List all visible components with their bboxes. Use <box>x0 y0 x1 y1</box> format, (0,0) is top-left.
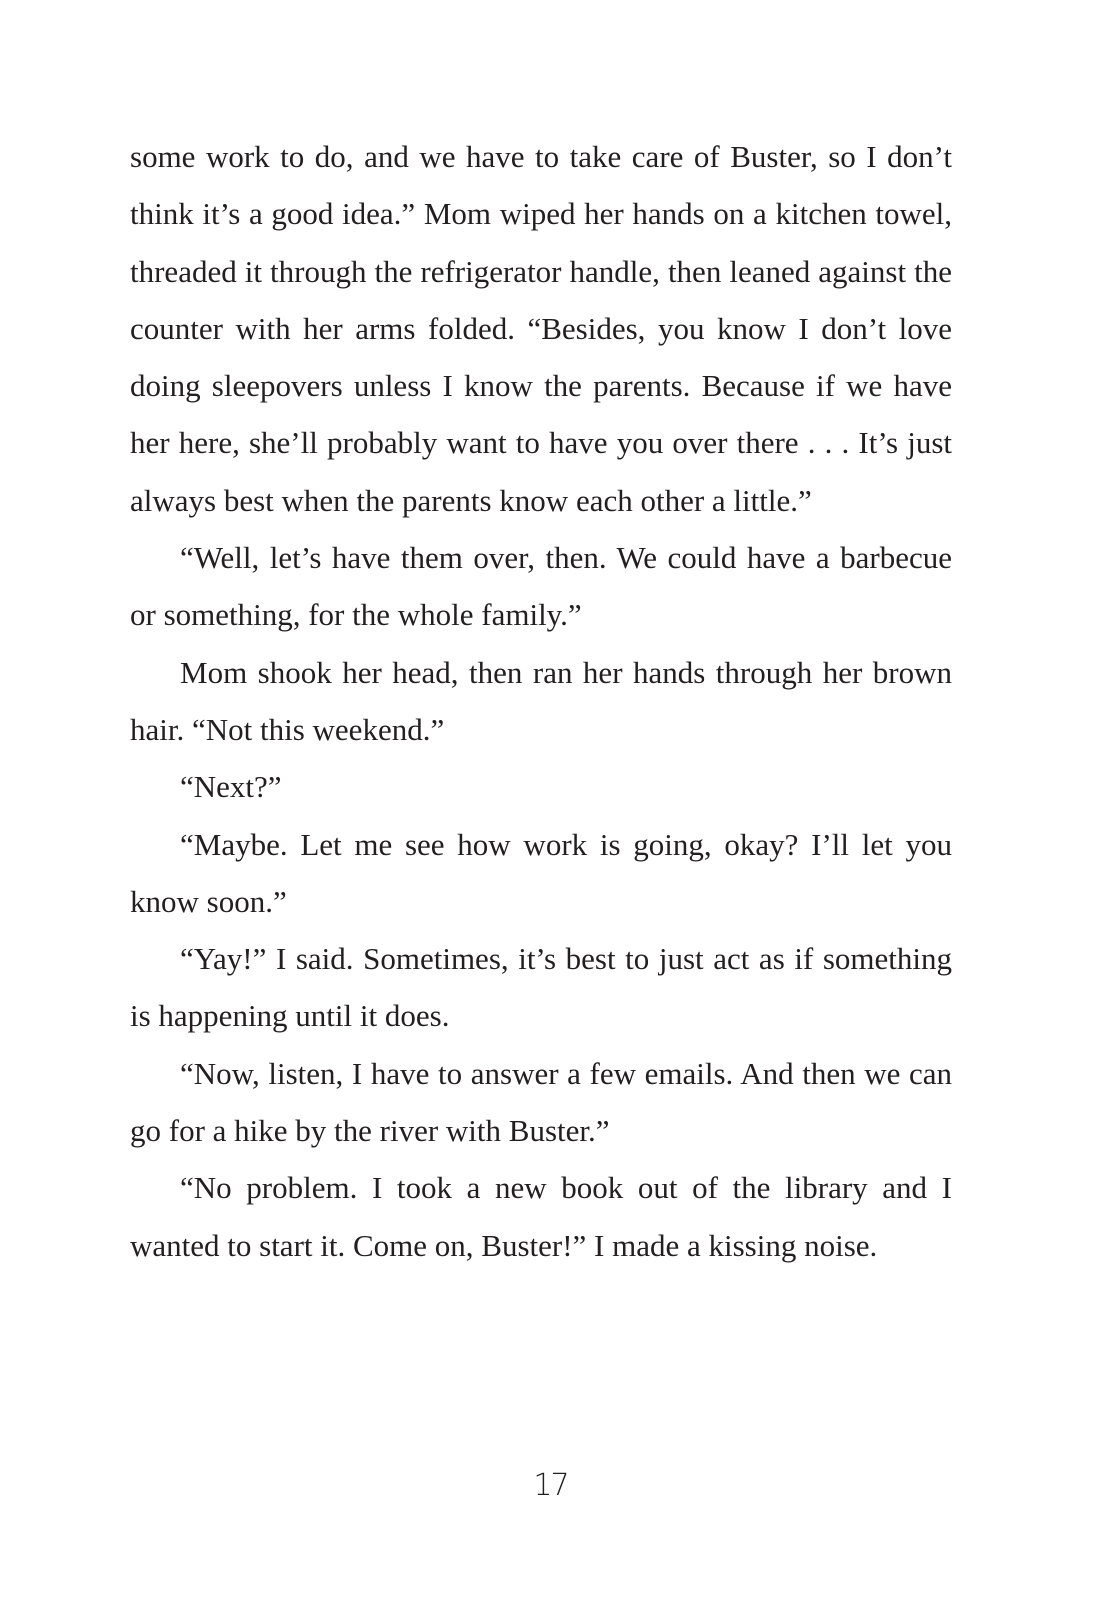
paragraph-8: “No problem. I took a new book out of the library and I wanted to start it. Come on, Buster!” I made a kissing noise. <box>130 1170 952 1263</box>
paragraph-5: “Maybe. Let me see how work is going, okay? I’ll let you know soon.” <box>130 826 952 919</box>
paragraph-7: “Now, listen, I have to answer a few emails. And then we can go for a hike by the river with Buster.” <box>130 1055 952 1149</box>
paragraph-1: some work to do, and we have to take care of Buster, so I don’t think it’s a good idea.” Mom wiped her hands on a kitchen towel, threaded it through the refrigerator handle, then leaned against the counter with her arms folded. “Besides, you know I don’t love doing sleepovers unless I know the parents. Because if we have her here, she’ll probably want to have you over there . . . It’s just always best when the parents know each other a little.” <box>130 139 952 518</box>
paragraph-4: “Next?” <box>180 769 282 805</box>
paragraph-2: “Well, let’s have them over, then. We could have a barbecue or something, for the whole family.” <box>130 540 952 633</box>
page-body <box>130 128 952 1274</box>
page-number: 17 <box>533 1468 568 1503</box>
paragraph-3: Mom shook her head, then ran her hands through her brown hair. “Not this weekend.” <box>130 654 952 747</box>
paragraph-6: “Yay!” I said. Sometimes, it’s best to just act as if something is happening until it does. <box>130 941 952 1034</box>
